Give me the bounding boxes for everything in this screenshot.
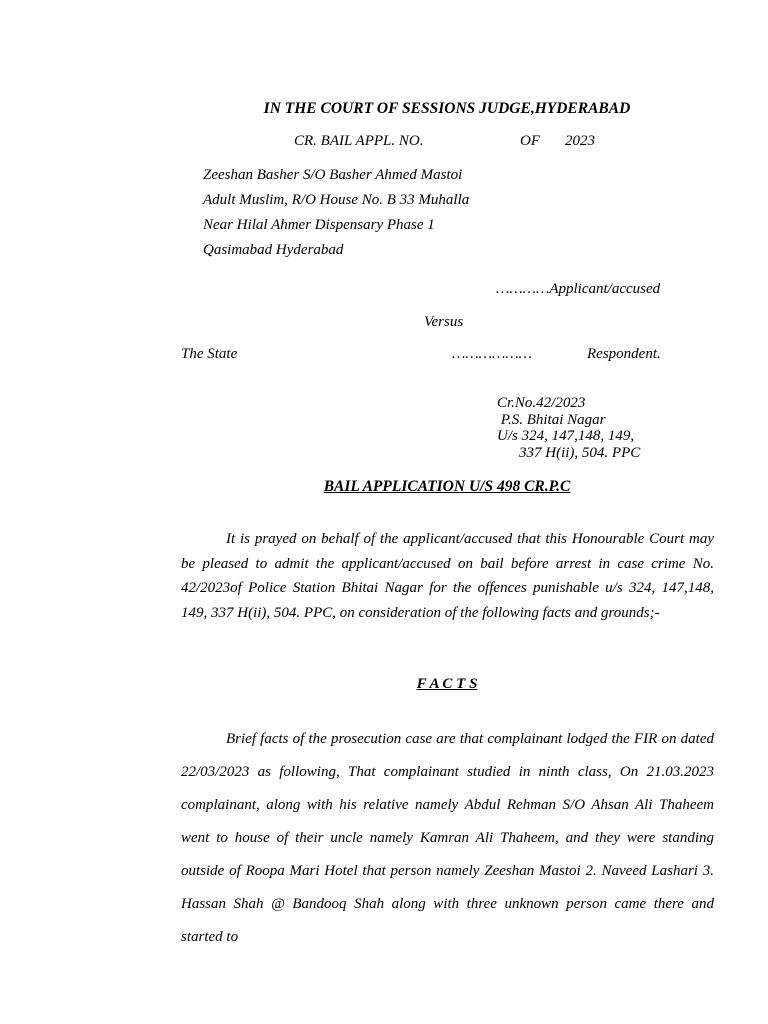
application-year: 2023 [565, 133, 595, 149]
address-line: Qasimabad Hyderabad [203, 242, 344, 258]
prayer-text: It is prayed on behalf of the applicant/accused that this Honourable Court may be pleased to admit the applicant/accused on bail before arrest in case crime No. 42/2023of Police Station Bhitai Nagar for the offences punishable u/s 324, 147,148, 149, 337 H(ii), 504. PPC, on consideration of the following facts and grounds;- [181, 531, 714, 621]
address-line: Near Hilal Ahmer Dispensary Phase 1 [203, 217, 435, 233]
case-reference-line: 337 H(ii), 504. PPC [519, 444, 641, 461]
case-reference-line: Cr.No.42/2023 [497, 395, 586, 411]
application-heading: BAIL APPLICATION U/S 498 CR.P.C [323, 478, 571, 495]
versus-label: Versus [424, 314, 464, 330]
address-line: Zeeshan Basher S/O Basher Ahmed Mastoi [203, 167, 463, 183]
respondent-dots: ……………… [452, 346, 533, 362]
application-number-label: CR. BAIL APPL. NO. [294, 133, 424, 149]
applicant-address [203, 163, 469, 263]
court-title: IN THE COURT OF SESSIONS JUDGE,HYDERABAD [263, 100, 631, 117]
facts-text: Brief facts of the prosecution case are that complainant lodged the FIR on dated 22/03/2023 as following, That complainant studied in ninth class, On 21.03.2023 complainant, along with his relative namely Abdul Rehman S/O Ahsan Ali Thaheem went to house of their uncle namely Kamran Ali Thaheem, and they were standing outside of Roopa Mari Hotel that person namely Zeeshan Mastoi 2. Naveed Lashari 3. Hassan Shah @ Bandooq Shah along with three unknown person came there and started to [181, 731, 714, 945]
respondent-role: Respondent. [587, 346, 661, 362]
facts-paragraph [181, 723, 714, 954]
case-reference-line: U/s 324, 147,148, 149, [497, 428, 635, 444]
case-reference-line: P.S. Bhitai Nagar [497, 411, 606, 428]
application-of-label: OF [520, 133, 540, 149]
address-line: Adult Muslim, R/O House No. B 33 Muhalla [203, 192, 470, 208]
case-reference [497, 395, 640, 461]
respondent-name: The State [181, 346, 238, 362]
applicant-role: …………Applicant/accused [496, 281, 661, 297]
prayer-paragraph [181, 527, 714, 625]
facts-heading: F A C T S [416, 676, 478, 692]
